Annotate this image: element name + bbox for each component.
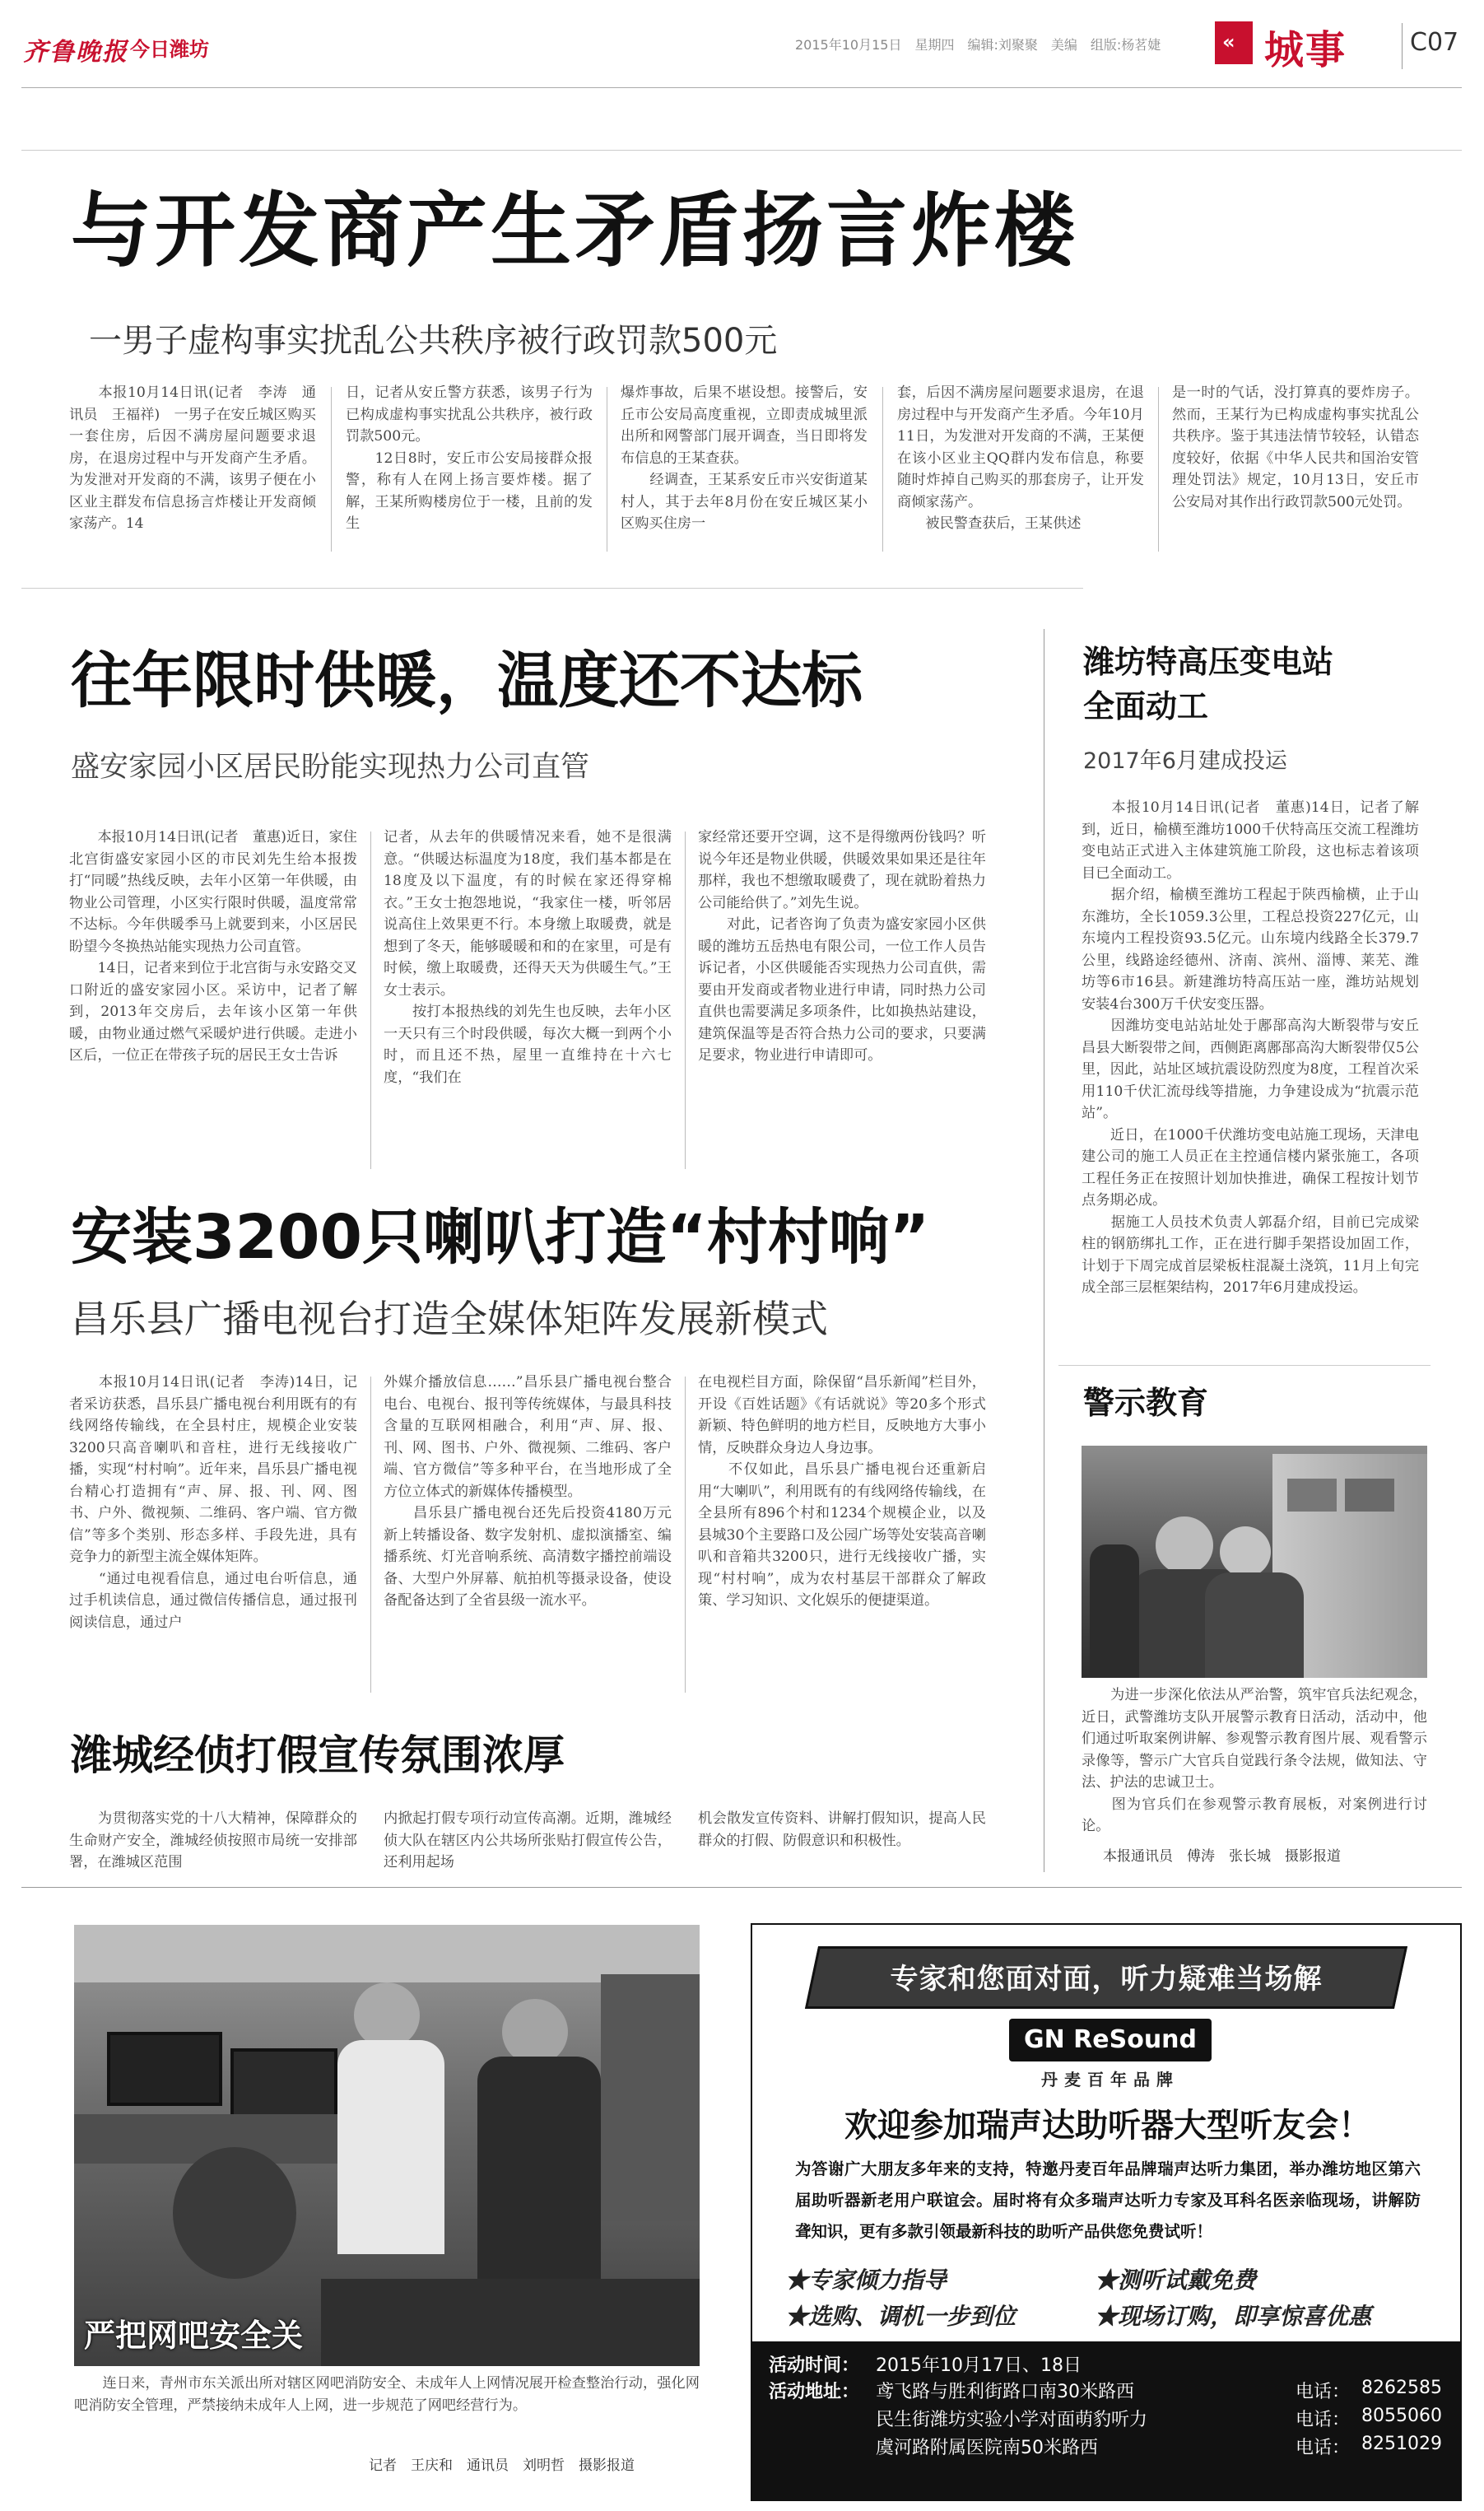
ad-time-label: 活动时间： bbox=[769, 2355, 860, 2376]
internet-cafe-photo bbox=[74, 1925, 700, 2366]
brand-tagline: 丹麦百年品牌 bbox=[1041, 2070, 1179, 2089]
article1-col-4: 套，后因不满房屋问题要求退房，在退房过程中与开发商产生矛盾。今年10月11日，为发泄对开发商的不满，王某便在该小区业主QQ群内发布信息，称要随时炸掉自己购买的那套房子，让开发商倾家荡产。 被民警查获后，王某供述 bbox=[897, 384, 1144, 532]
article1-col-1: 本报10月14日讯(记者 李涛 通讯员 王福祥) 一男子在安丘城区购买一套住房，后因不满房屋问题要求退房，在退房过程中与开发商产生矛盾。为发泄对开发商的不满，该男子便在小区业主群发布信息扬言炸楼让开发商倾家荡产。14 bbox=[69, 384, 316, 532]
article2-col-2: 记者，从去年的供暖情况来看，她不是很满意。“供暖达标温度为18度，我们基本都是在18度及以下温度，有的时候在家还得穿棉衣。”王女士抱怨地说，“我家住一楼，听邻居说高住上效果更不行。本身缴上取暖费，就是想到了冬天，能够暖暖和和的在家里，可是有时候，缴上取暖费，还得天天为供暖生气。”王女士表示。 按打本报热线的刘先生也反映，去年小区一天只有三个时段供暖，每次大概一到两个小时，而且还不热，屋里一直维持在十六七度，“我们在 bbox=[384, 829, 672, 1086]
article3-col-1: 本报10月14日讯(记者 李涛)14日，记者采访获悉，昌乐县广播电视台利用既有的有线网络传输线，在全县村庄，规模企业安装3200只高音喇叭和音柱，进行无线接收广播，实现“村村响”。近年来，昌乐县广播电视台精心打造拥有“声、屏、报、刊、网、图书、户外、微视频、二维码、客户端、官方微信”等多个类别、形态多样、手段先进，具有竞争力的新型主流全媒体矩阵。 “通过电视看信息，通过电台听信息，通过手机读信息，通过微信传播信息，通过报刊阅读信息，通过户 bbox=[69, 1374, 357, 1631]
ad-time-value: 2015年10月17日、18日 bbox=[876, 2355, 1082, 2376]
side1-subtitle: 2017年6月建成投运 bbox=[1083, 748, 1287, 774]
masthead bbox=[0, 0, 1484, 91]
article1-col-5: 是一时的气话，没打算真的要炸房子。然而，王某行为已构成虚构事实扰乱公共秩序。鉴于其违法情节较轻，认错态度较好，依据《中华人民共和国治安管理处罚法》规定，10月13日，安丘市公安局对其作出行政罚款500元处罚。 bbox=[1172, 384, 1419, 510]
article2-subtitle: 盛安家园小区居民盼能实现热力公司直管 bbox=[71, 751, 590, 784]
article1-title: 与开发商产生矛盾扬言炸楼 bbox=[71, 184, 1079, 278]
photo-story-credit: 记者 王庆和 通讯员 刘明哲 摄影报道 bbox=[369, 2457, 635, 2474]
article1-subtitle: 一男子虚构事实扰乱公共秩序被行政罚款500元 bbox=[89, 322, 778, 360]
article3-col-2: 外媒介播放信息……”昌乐县广播电视台整合电台、电视台、报刊等传统媒体，与最具科技含量的互联网相融合，利用“声、屏、报、刊、网、图书、户外、微视频、二维码、客户端、官方微信”等多种平台，在当地形成了全方位立体式的新媒体传播模型。 昌乐县广播电视台还先后投资4180万元新上转播设备、数字发射机、虚拟演播室、编播系统、灯光音响系统、高清数字播控前端设备、大型户外屏幕、航拍机等摄录设备，使设备配备达到了全省县级一流水平。 bbox=[384, 1374, 672, 1609]
article1-col-2: 日，记者从安丘警方获悉，该男子行为已构成虚构事实扰乱公共秩序，被行政罚款500元。 12日8时，安丘市公安局接群众报警，称有人在网上扬言要炸楼。据了解，王某所购楼房位于一楼，且前的发生 bbox=[346, 384, 593, 532]
article4-title: 潍城经侦打假宣传氛围浓厚 bbox=[71, 1731, 565, 1779]
side2-title: 警示教育 bbox=[1083, 1385, 1209, 1421]
ad-phone-2: 8055060 bbox=[1361, 2406, 1442, 2426]
ad-phone-label-1: 电话： bbox=[1296, 2382, 1351, 2402]
ad-address-3: 虞河路附属医院南50米路西 bbox=[876, 2438, 1098, 2458]
date-line: 2015年10月15日 星期四 编辑:刘聚聚 美编 组版:杨茗婕 bbox=[795, 37, 1161, 53]
ad-phone-label-3: 电话： bbox=[1296, 2438, 1351, 2458]
section-title: 城事 bbox=[1264, 27, 1347, 73]
ad-addr-label: 活动地址： bbox=[769, 2382, 860, 2402]
side1-title-line1: 潍坊特高压变电站 bbox=[1083, 644, 1334, 680]
edition-label: 今日潍坊 bbox=[130, 38, 209, 61]
brand-name: GN ReSound bbox=[1023, 2025, 1198, 2054]
section-arrow-icon: « bbox=[1215, 21, 1253, 64]
article1-col-3: 爆炸事故，后果不堪设想。接警后，安丘市公安局高度重视，立即责成城里派出所和网警部门展开调查，当日即将发布信息的王某查获。 经调查，王某系安丘市兴安街道某村人，其于去年8月份在安丘城区某小区购买住房一 bbox=[621, 384, 868, 532]
ad-headline: 欢迎参加瑞声达助听器大型听友会！ bbox=[844, 2107, 1371, 2145]
ad-intro: 为答谢广大朋友多年来的支持，特邀丹麦百年品牌瑞声达听力集团，举办潍坊地区第六届助听器新老用户联谊会。届时将有众多瑞声达听力专家及耳科名医亲临现场，讲解防聋知识，更有多款引领最新科技的助听产品供您免费试听！ bbox=[795, 2159, 1421, 2241]
article3-title: 安装3200只喇叭打造“村村响” bbox=[71, 1202, 930, 1273]
article3-col-3: 在电视栏目方面，除保留“昌乐新闻”栏目外，开设《百姓话题》《有话就说》等20多个形式新颖、特色鲜明的地方栏目，反映地方大事小情，反映群众身边人身边事。 不仅如此，昌乐县广播电视台还重新启用“大喇叭”，利用既有的有线网络传输线，在全县所有896个村和1234个规模企业，以及县城30个主要路口及公园广场等处安装高音喇叭和音箱共3200只，进行无线接收广播，实现“村村响”，成为农村基层干部群众了解政策、学习知识、文化娱乐的便捷渠道。 bbox=[698, 1374, 986, 1609]
ad-feature-3: ★选购、调机一步到位 bbox=[785, 2303, 1016, 2330]
hearing-aid-ad bbox=[751, 1923, 1462, 2501]
side2-caption: 为进一步深化依法从严治警，筑牢官兵法纪观念，近日，武警潍坊支队开展警示教育日活动，活动中，他们通过听取案例讲解、参观警示教育图片展、观看警示录像等，警示广大官兵自觉践行条令法规，做知法、守法、护法的忠诚卫士。 图为官兵们在参观警示教育展板，对案例进行讨论。 bbox=[1082, 1687, 1427, 1834]
ad-feature-2: ★测听试戴免费 bbox=[1095, 2266, 1257, 2294]
ad-phone-1: 8262585 bbox=[1361, 2378, 1442, 2398]
page-number: C07 bbox=[1410, 28, 1459, 57]
paper-name-logo: 齐鲁晚报 bbox=[23, 38, 128, 67]
side1-body: 本报10月14日讯(记者 董惠)14日，记者了解到，近日，榆横至潍坊1000千伏特高压交流工程潍坊变电站正式进入主体建筑施工阶段，这也标志着该项目已全面动工。 据介绍，榆横至潍坊工程起于陕西榆横，止于山东潍坊，全长1059.3公里，工程总投资227亿元，山东境内工程投资93.5亿元。山东境内线路全长379.7公里，线路途经德州、济南、滨州、淄博、莱芜、潍坊等6市16县。新建潍坊特高压站一座，潍坊站规划安装4台300万千伏安变压器。 因潍坊变电站站址处于鄌郚高沟大断裂带与安丘昌县大断裂带之间，西侧距离鄌郚高沟大断裂带仅5公里，因此，站址区域抗震设防烈度为8度，工程首次采用110千伏汇流母线等措施，力争建设成为“抗震示范站”。 近日，在1000千伏潍坊变电站施工现场，天津电建公司的施工人员正在主控通信楼内紧张施工，各项工程任务正在按照计划加快推进，确保工程按计划节点务期必成。 据施工人员技术负责人郭磊介绍，目前已完成梁柱的钢筋绑扎工作，正在进行脚手架搭设加固工作，计划于下周完成首层梁板柱混凝土浇筑，11月上旬完成全部三层框架结构，2017年6月建成投运。 bbox=[1082, 799, 1419, 1296]
ad-info-panel bbox=[752, 2341, 1460, 2499]
photo-story-caption: 连日来，青州市东关派出所对辖区网吧消防安全、未成年人上网情况展开检查整治行动，强化网吧消防安全管理，严禁接纳未成年人上网，进一步规范了网吧经营行为。 bbox=[74, 2375, 700, 2414]
ad-phone-label-2: 电话： bbox=[1296, 2410, 1351, 2430]
ad-feature-1: ★专家倾力指导 bbox=[785, 2266, 947, 2294]
ad-phone-3: 8251029 bbox=[1361, 2434, 1442, 2454]
article3-subtitle: 昌乐县广播电视台打造全媒体矩阵发展新模式 bbox=[71, 1297, 828, 1341]
article2-col-1: 本报10月14日讯(记者 董惠)近日，家住北宫街盛安家园小区的市民刘先生给本报拨打“同暖”热线反映，去年小区第一年供暖，由物业公司管理，小区实行限时供暖，温度常常不达标。今年供暖季马上就要到来，小区居民盼望今冬换热站能实现热力公司直管。 14日，记者来到位于北宫街与永安路交叉口附近的盛安家园小区。采访中，记者了解到，2013年交房后，去年该小区第一年供暖，由物业通过燃气采暖炉进行供暖。走进小区后，一位正在带孩子玩的居民王女士告诉 bbox=[69, 829, 357, 1064]
side2-credit: 本报通讯员 傅涛 张长城 摄影报道 bbox=[1103, 1848, 1341, 1865]
ad-address-1: 鸢飞路与胜利街路口南30米路西 bbox=[876, 2382, 1134, 2402]
article4-col-3: 机会散发宣传资料、讲解打假知识，提高人民群众的打假、防假意识和积极性。 bbox=[698, 1810, 986, 1849]
brand-logo bbox=[1009, 2019, 1212, 2061]
article2-title: 往年限时供暖，温度还不达标 bbox=[71, 645, 863, 716]
photo-story-title: 严把网吧安全关 bbox=[84, 2318, 304, 2354]
ad-banner-text: 专家和您面对面，听力疑难当场解 bbox=[890, 1963, 1323, 1996]
ad-feature-4: ★现场订购，即享惊喜优惠 bbox=[1095, 2303, 1372, 2330]
article4-col-2: 内掀起打假专项行动宣传高潮。近期，潍城经侦大队在辖区内公共场所张贴打假宣传公告，还利用起场 bbox=[384, 1810, 672, 1870]
article2-col-3: 家经常还要开空调，这不是得缴两份钱吗？听说今年还是物业供暖，供暖效果如果还是往年那样，我也不想缴取暖费了，现在就盼着热力公司能给供了。”刘先生说。 对此，记者咨询了负责为盛安家园小区供暖的潍坊五岳热电有限公司，一位工作人员告诉记者，小区供暖能否实现热力公司直供，需要由开发商或者物业进行申请，同时热力公司直供也需要满足多项条件，比如换热站建设，建筑保温等是否符合热力公司的要求，只要满足要求，物业进行申请即可。 bbox=[698, 829, 986, 1064]
article4-col-1: 为贯彻落实党的十八大精神，保障群众的生命财产安全，潍城经侦按照市局统一安排部署，在潍城区范围 bbox=[69, 1810, 357, 1870]
ad-address-2: 民生街潍坊实验小学对面萌豹听力 bbox=[876, 2410, 1148, 2430]
side1-title-line2: 全面动工 bbox=[1083, 688, 1209, 724]
warning-education-photo bbox=[1082, 1446, 1427, 1678]
